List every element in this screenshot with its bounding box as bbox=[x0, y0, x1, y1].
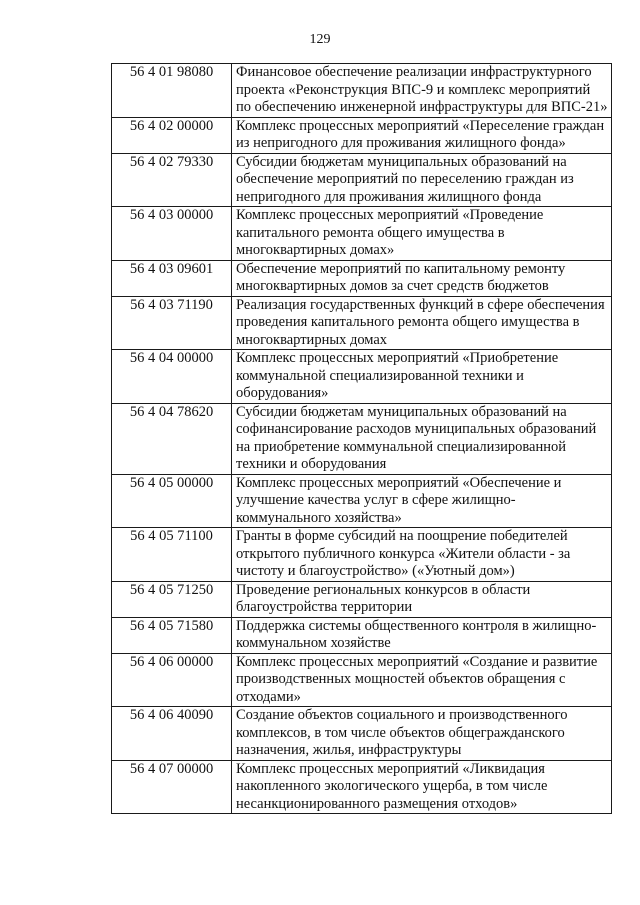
table-row bbox=[112, 403, 612, 474]
table-row bbox=[112, 528, 612, 582]
row-name: Комплекс процессных мероприятий «Переселение граждан из непригодного для проживания жилищного фонда» bbox=[232, 117, 612, 153]
table-row bbox=[112, 207, 612, 261]
row-code: 56 4 07 00000 bbox=[112, 760, 232, 814]
row-code: 56 4 05 00000 bbox=[112, 474, 232, 528]
table-row bbox=[112, 617, 612, 653]
table-row bbox=[112, 64, 612, 118]
row-name: Поддержка системы общественного контроля в жилищно-коммунальном хозяйстве bbox=[232, 617, 612, 653]
table-body bbox=[112, 64, 612, 814]
row-code: 56 4 05 71250 bbox=[112, 581, 232, 617]
table-row bbox=[112, 707, 612, 761]
row-name: Создание объектов социального и производственного комплексов, в том числе объектов общегражданского назначения, жилья, инфраструктуры bbox=[232, 707, 612, 761]
row-name: Гранты в форме субсидий на поощрение победителей открытого публичного конкурса «Жители области - за чистоту и благоустройство» («Уютный дом») bbox=[232, 528, 612, 582]
page-number: 129 bbox=[309, 32, 331, 47]
row-name: Комплекс процессных мероприятий «Приобретение коммунальной специализированной техники и оборудования» bbox=[232, 350, 612, 404]
row-name: Комплекс процессных мероприятий «Создание и развитие производственных мощностей объектов обращения с отходами» bbox=[232, 653, 612, 707]
budget-code-table bbox=[111, 63, 612, 814]
row-name: Комплекс процессных мероприятий «Проведение капитального ремонта общего имущества в многоквартирных домах» bbox=[232, 207, 612, 261]
table-row bbox=[112, 260, 612, 296]
table-row bbox=[112, 760, 612, 814]
row-code: 56 4 03 71190 bbox=[112, 296, 232, 350]
row-code: 56 4 02 79330 bbox=[112, 153, 232, 207]
row-code: 56 4 02 00000 bbox=[112, 117, 232, 153]
table-row bbox=[112, 350, 612, 404]
row-code: 56 4 06 40090 bbox=[112, 707, 232, 761]
row-name: Финансовое обеспечение реализации инфраструктурного проекта «Реконструкция ВПС-9 и комплекс мероприятий по обеспечению инженерной инфраструктуры для ВПС-21» bbox=[232, 64, 612, 118]
row-name: Реализация государственных функций в сфере обеспечения проведения капитального ремонта общего имущества в многоквартирных домах bbox=[232, 296, 612, 350]
table-row bbox=[112, 581, 612, 617]
row-name: Субсидии бюджетам муниципальных образований на софинансирование расходов муниципальных образований на приобретение коммунальной специализированной техники и оборудования bbox=[232, 403, 612, 474]
row-code: 56 4 01 98080 bbox=[112, 64, 232, 118]
row-code: 56 4 04 78620 bbox=[112, 403, 232, 474]
row-name: Субсидии бюджетам муниципальных образований на обеспечение мероприятий по переселению граждан из непригодного для проживания жилищного фонда bbox=[232, 153, 612, 207]
row-code: 56 4 06 00000 bbox=[112, 653, 232, 707]
row-code: 56 4 05 71100 bbox=[112, 528, 232, 582]
row-name: Комплекс процессных мероприятий «Обеспечение и улучшение качества услуг в сфере жилищно-коммунального хозяйства» bbox=[232, 474, 612, 528]
row-name: Комплекс процессных мероприятий «Ликвидация накопленного экологического ущерба, в том числе несанкционированного размещения отходов» bbox=[232, 760, 612, 814]
table-row bbox=[112, 474, 612, 528]
row-name: Проведение региональных конкурсов в области благоустройства территории bbox=[232, 581, 612, 617]
row-code: 56 4 03 09601 bbox=[112, 260, 232, 296]
row-code: 56 4 04 00000 bbox=[112, 350, 232, 404]
table-row bbox=[112, 117, 612, 153]
row-code: 56 4 05 71580 bbox=[112, 617, 232, 653]
row-code: 56 4 03 00000 bbox=[112, 207, 232, 261]
table-row bbox=[112, 653, 612, 707]
row-name: Обеспечение мероприятий по капитальному ремонту многоквартирных домов за счет средств бюджетов bbox=[232, 260, 612, 296]
table-row bbox=[112, 153, 612, 207]
table-row bbox=[112, 296, 612, 350]
